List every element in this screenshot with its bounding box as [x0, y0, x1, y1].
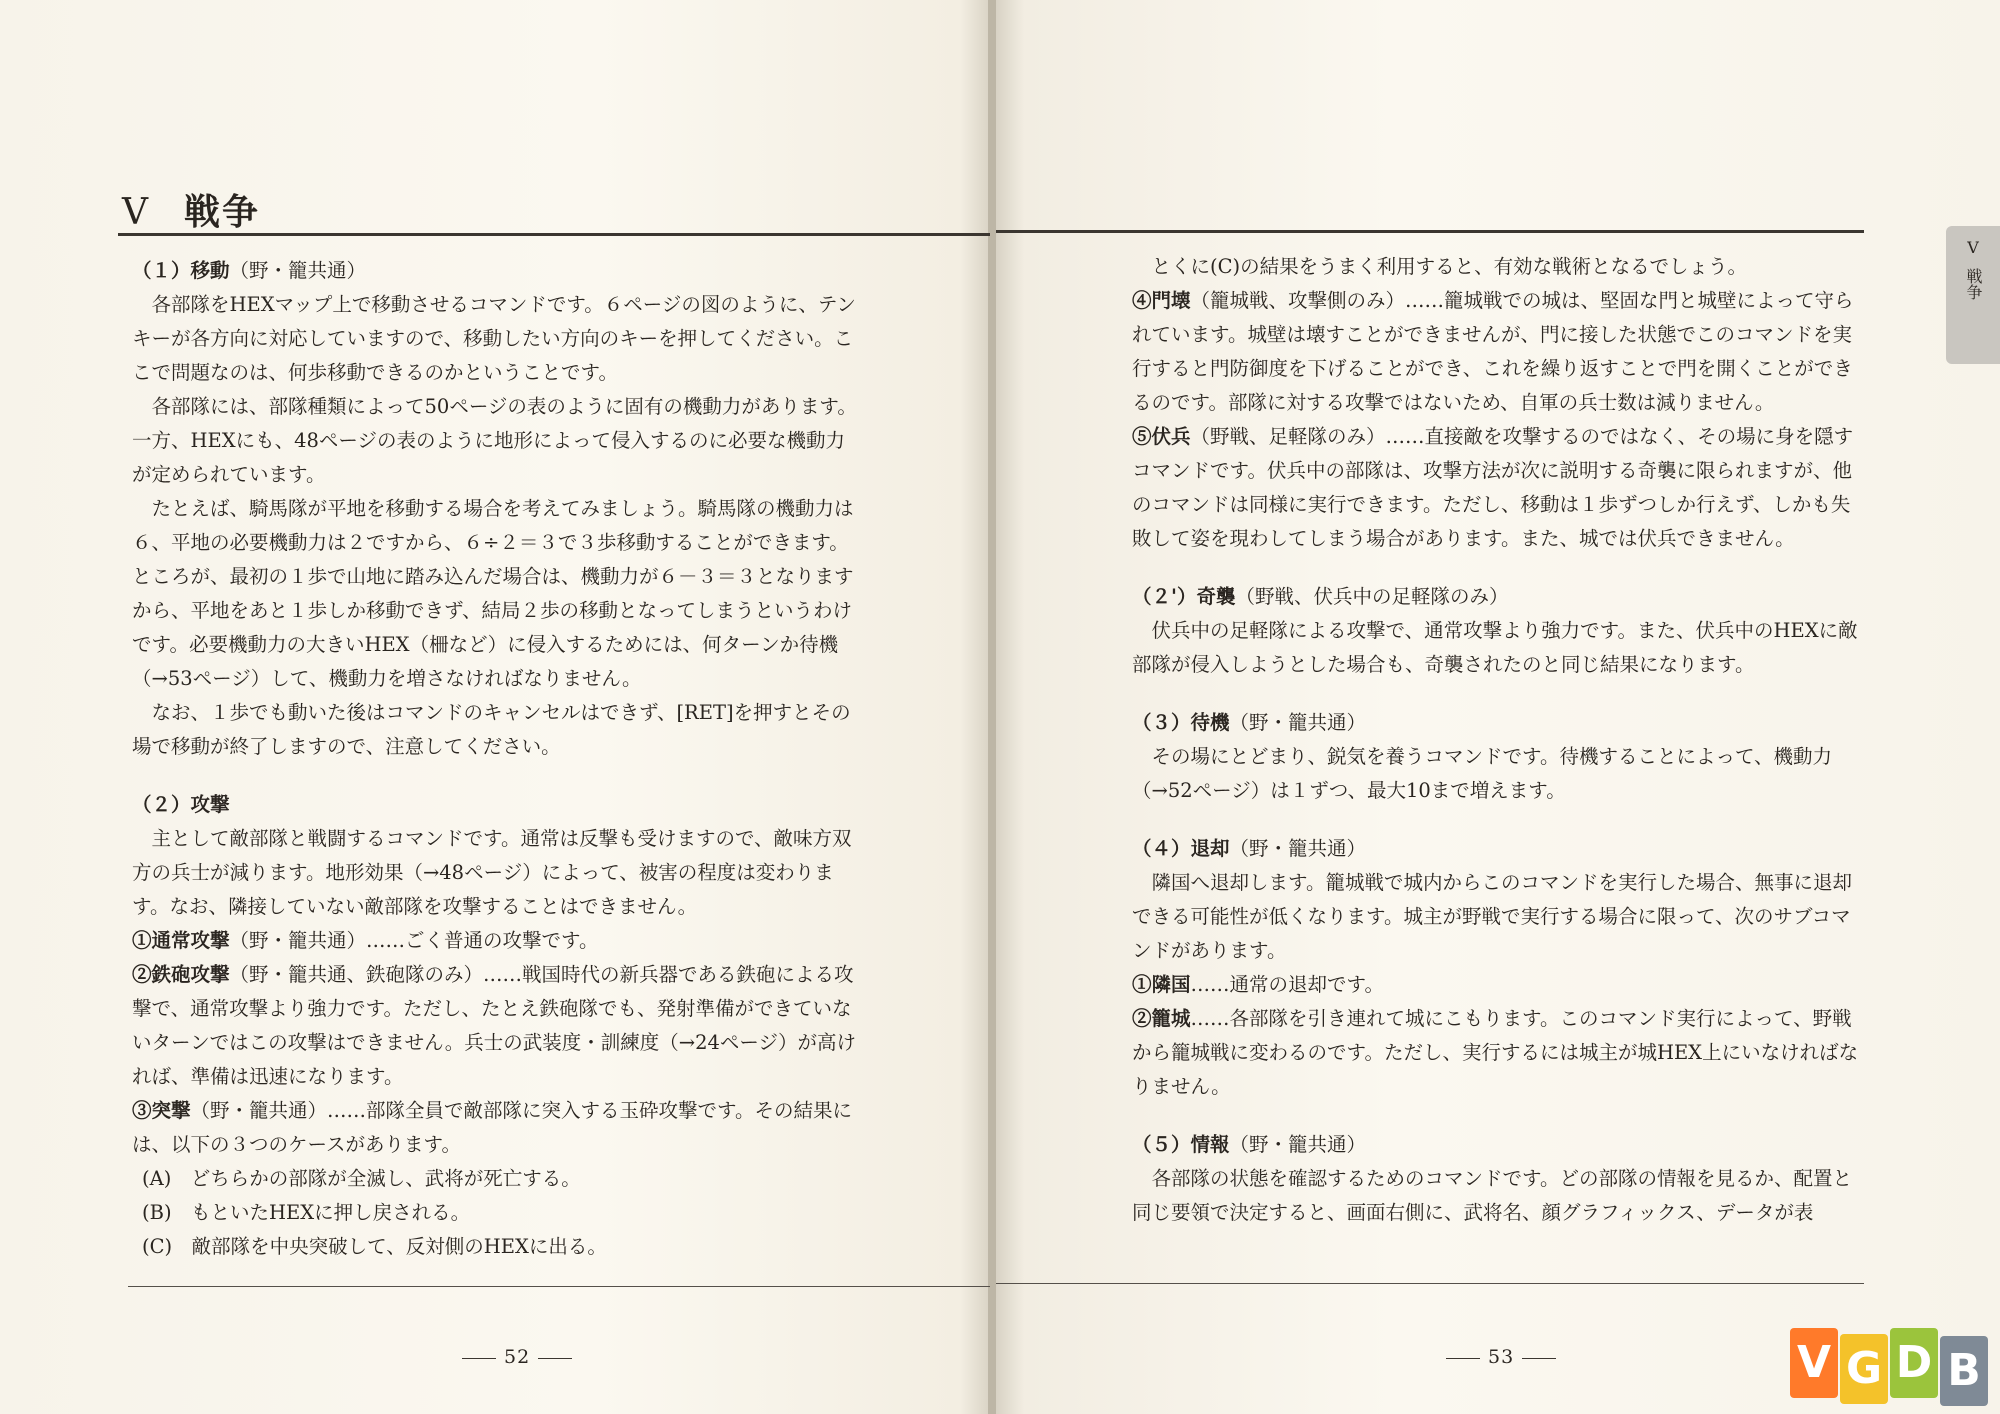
section-scope: （野戦、伏兵中の足軽隊のみ）: [1235, 585, 1509, 608]
item-label: ⑤伏兵: [1132, 425, 1191, 448]
section-number: （２）: [132, 793, 191, 816]
chapter-title: [122, 184, 260, 235]
item-label: ③突撃: [132, 1099, 191, 1122]
left-page-body: [132, 254, 862, 1264]
section-title: 情報: [1190, 1133, 1230, 1156]
numbered-item: [132, 1094, 862, 1162]
chapter-numeral: V: [122, 192, 150, 233]
section-heading: [1132, 706, 1867, 740]
section-heading: [132, 254, 862, 288]
section-heading: [1132, 832, 1867, 866]
chapter-side-tab: [1946, 226, 2000, 364]
side-tab-word: 戦争: [1964, 268, 1983, 300]
section-spacer: [1132, 808, 1867, 832]
case-item: (B) もといたHEXに押し戻される。: [142, 1201, 471, 1224]
paragraph: 隣国へ退却します。籠城戦で城内からこのコマンドを実行した場合、無事に退却できる可能性が低くなります。城主が野戦で実行する場合に限って、次のサブコマンドがあります。: [1132, 871, 1852, 962]
section-title: 奇襲: [1196, 585, 1236, 608]
section-spacer: [1132, 682, 1867, 706]
section-title: 退却: [1190, 837, 1230, 860]
side-tab-numeral: V: [1967, 238, 1979, 257]
paragraph: 主として敵部隊と戦闘するコマンドです。通常は反撃も受けますので、敵味方双方の兵士が減ります。地形効果（→48ページ）によって、被害の程度は変わります。なお、隣接していない敵部隊を攻撃することはできません。: [132, 827, 852, 918]
section-scope: （野・籠共通）: [1229, 711, 1367, 734]
item-text: （野・籠共通）……ごく普通の攻撃です。: [229, 929, 599, 952]
section-heading: [1132, 1128, 1867, 1162]
numbered-item: [1132, 968, 1867, 1002]
paragraph: その場にとどまり、鋭気を養うコマンドです。待機することによって、機動力（→52ページ）は１ずつ、最大10まで増えます。: [1132, 745, 1833, 802]
item-text: ……各部隊を引き連れて城にこもります。このコマンド実行によって、野戦から籠城戦に変わるのです。ただし、実行するには城主が城HEX上にいなければなりません。: [1132, 1007, 1859, 1098]
numbered-item: [1132, 1002, 1867, 1104]
item-text: ……通常の退却です。: [1190, 973, 1384, 996]
paragraph: とくに(C)の結果をうまく利用すると、有効な戦術となるでしょう。: [1151, 255, 1747, 278]
bottom-rule-right: [996, 1283, 1864, 1284]
section-spacer: [1132, 1104, 1867, 1128]
item-label: ②籠城: [1132, 1007, 1191, 1030]
paragraph: たとえば、騎馬隊が平地を移動する場合を考えてみましょう。騎馬隊の機動力は６、平地の必要機動力は２ですから、６÷２＝３で３歩移動することができます。ところが、最初の１歩で山地に踏み込んだ場合は、機動力が６－３＝３となりますから、平地をあと１歩しか移動できず、結局２歩の移動となってしまうというわけです。必要機動力の大きいHEX（柵など）に侵入するためには、何ターンか待機（→53ページ）して、機動力を増さなければなりません。: [132, 497, 854, 690]
section-heading: [1132, 580, 1867, 614]
paragraph: 各部隊には、部隊種類によって50ページの表のように固有の機動力があります。一方、HEXにも、48ページの表のように地形によって侵入するのに必要な機動力が定められています。: [132, 395, 857, 486]
watermark-letter-b: B: [1940, 1336, 1988, 1406]
bottom-rule-left: [128, 1286, 990, 1287]
section-spacer: [1132, 556, 1867, 580]
section-scope: （野・籠共通）: [1229, 837, 1367, 860]
paragraph: 各部隊をHEXマップ上で移動させるコマンドです。６ページの図のように、テンキーが各方向に対応していますので、移動したい方向のキーを押してください。ここで問題なのは、何歩移動できるのかということです。: [132, 293, 856, 384]
section-spacer: [132, 764, 862, 788]
section-title: 移動: [190, 259, 230, 282]
watermark-letter-d: D: [1890, 1328, 1938, 1398]
item-text: （野・籠共通、鉄砲隊のみ）……戦国時代の新兵器である鉄砲による攻撃で、通常攻撃より強力です。ただし、たとえ鉄砲隊でも、発射準備ができていないターンではこの攻撃はできません。兵士の武装度・訓練度（→24ページ）が高ければ、準備は迅速になります。: [132, 963, 857, 1088]
item-label: ①隣国: [1132, 973, 1191, 996]
right-page-body: [1132, 250, 1867, 1230]
paragraph: 各部隊の状態を確認するためのコマンドです。どの部隊の情報を見るか、配置と同じ要領で決定すると、画面右側に、武将名、顔グラフィックス、データが表: [1132, 1167, 1852, 1224]
item-label: ④門壊: [1132, 289, 1191, 312]
vgdb-watermark-logo: [1788, 1328, 1994, 1402]
section-title: 待機: [1190, 711, 1230, 734]
paragraph: なお、１歩でも動いた後はコマンドのキャンセルはできず、[RET]を押すとその場で移動が終了しますので、注意してください。: [132, 701, 851, 758]
numbered-item: [1132, 420, 1867, 556]
item-text: （籠城戦、攻撃側のみ）……籠城戦での城は、堅固な門と城壁によって守られています。城壁は壊すことができませんが、門に接した状態でこのコマンドを実行すると門防御度を下げることができ、これを繰り返すことで門を開くことができるのです。部隊に対する攻撃ではないため、自軍の兵士数は減りません。: [1132, 289, 1854, 414]
watermark-letter-g: G: [1840, 1334, 1888, 1404]
book-gutter: [988, 0, 996, 1414]
top-rule-left: [118, 233, 990, 236]
top-rule-right: [996, 230, 1864, 233]
page-number-right: 53: [1438, 1346, 1564, 1368]
section-scope: （野・籠共通）: [229, 259, 367, 282]
section-number: （３）: [1132, 711, 1191, 734]
case-item: (A) どちらかの部隊が全滅し、武将が死亡する。: [142, 1167, 581, 1190]
paragraph: 伏兵中の足軽隊による攻撃で、通常攻撃より強力です。また、伏兵中のHEXに敵部隊が侵入しようとした場合も、奇襲されたのと同じ結果になります。: [1132, 619, 1858, 676]
page-number-left: 52: [454, 1346, 580, 1368]
numbered-item: [1132, 284, 1867, 420]
item-label: ②鉄砲攻撃: [132, 963, 230, 986]
section-number: （５）: [1132, 1133, 1191, 1156]
item-label: ①通常攻撃: [132, 929, 230, 952]
case-item: (C) 敵部隊を中央突破して、反対側のHEXに出る。: [142, 1235, 607, 1258]
chapter-title-text: 戦争: [184, 191, 261, 233]
section-scope: （野・籠共通）: [1229, 1133, 1367, 1156]
section-number: （１）: [132, 259, 191, 282]
numbered-item: [132, 958, 862, 1094]
watermark-letter-v: V: [1790, 1328, 1838, 1398]
section-heading: [132, 788, 862, 822]
section-title: 攻撃: [190, 793, 230, 816]
item-text: （野戦、足軽隊のみ）……直接敵を攻撃するのではなく、その場に身を隠すコマンドです。伏兵中の部隊は、攻撃方法が次に説明する奇襲に限られますが、他のコマンドは同様に実行できます。ただし、移動は１歩ずつしか行えず、しかも失敗して姿を現わしてしまう場合があります。また、城では伏兵できません。: [1132, 425, 1854, 550]
item-text: （野・籠共通）……部隊全員で敵部隊に突入する玉砕攻撃です。その結果には、以下の３つのケースがあります。: [132, 1099, 852, 1156]
section-number: （４）: [1132, 837, 1191, 860]
section-number: （２'）: [1132, 585, 1197, 608]
numbered-item: [132, 924, 862, 958]
